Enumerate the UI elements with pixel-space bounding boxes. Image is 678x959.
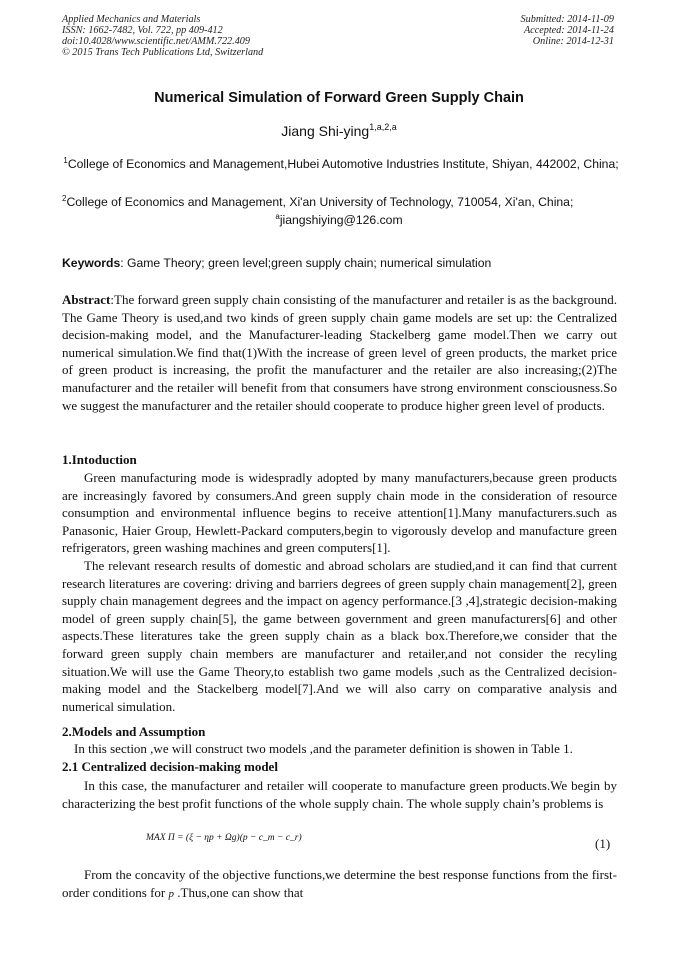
keywords-label: Keywords [62,256,121,270]
introduction-paragraph-2: The relevant research results of domestic and abroad scholars are studied,and it can find that current research literatures are covering: driving and barriers degrees of green supply chain management[2], green supply chain management degrees and the impact on agency performance.[3 ,4],strategic decision-making model of green supply chain[5], the game between government and green manufacturers[6] and other aspects.These literatures take the green supply chain as a black box.Therefore,we consider that the forward green supply chain members are manufacturer and retailer,and not consider the recyling situation.We will use the Game Theory,to establish two game models ,such as the Centralized decision-making model and the Stackelberg model[7].And we will also carry on comparative analysis and numerical simulation. [62,557,617,714]
abstract-text: :The forward green supply chain consisting of the manufacturer and retailer is as the background. The Game Theory is used,and two kinds of green supply chain game models are set up: the Centralized decision-making model, and the Manufacturer-leading Stackelberg game model.Then we carry out numerical simulation.We find that(1)With the increase of green level of green products, the market price of green product is increasing, the profit the manufacturer and the retailer are also increasing;(2)The manufacturer and the retailer will benefit from that consumers have strong environment consciousness.So we suggest the manufacturer and the retailer should cooperate to produce higher green level of products. [62,292,617,413]
models-heading: 2.Models and Assumption [62,724,206,739]
continuation-text-2: .Thus,one can show that [177,884,304,900]
affiliation-2-text: College of Economics and Management, Xi'an University of Technology, 710054, Xi'an, China; [66,195,574,209]
online-date: Online: 2014-12-31 [532,36,614,47]
affiliation-1 [62,152,620,173]
author-name: Jiang Shi-ying [281,123,370,139]
introduction-body [62,469,617,715]
issn-line: ISSN: 1662-7482, Vol. 722, pp 409-412 [62,25,223,36]
abstract-label: Abstract [62,292,111,307]
paper-title: Numerical Simulation of Forward Green Supply Chain [154,90,524,106]
equation-1: MAX Π = (ξ − ηp + Ωg)(p − c_m − c_r) [146,833,302,843]
abstract-paragraph [62,291,617,414]
section-2-1-body [62,777,617,812]
submitted-date: Submitted: 2014-11-09 [520,14,614,25]
copyright-line: © 2015 Trans Tech Publications Ltd, Switzerland [62,47,264,58]
affiliation-2 [62,190,620,211]
affiliation-1-marker: 1 [63,156,68,165]
models-paragraph: In this section ,we will construct two models ,and the parameter definition is showen in Table 1. [74,741,573,756]
continuation-text-1: From the concavity of the objective functions,we determine the best response functions from the first-order conditions for [62,867,617,900]
author-line [0,122,678,139]
author-email [0,212,678,227]
section-2-1-continuation [62,866,617,903]
email-text: jiangshiying@126.com [279,213,403,227]
author-superscript: 1,a,2,a [369,122,397,132]
accepted-date: Accepted: 2014-11-24 [523,25,614,36]
header-left [62,14,263,58]
affiliation-2-marker: 2 [62,194,67,203]
affiliation-1-text: College of Economics and Management,Hubei Automotive Industries Institute, Shiyan, 442002, China; [67,157,619,171]
journal-name: Applied Mechanics and Materials [62,14,201,25]
variable-p: p [168,887,175,900]
section-2-1-heading: 2.1 Centralized decision-making model [62,759,278,774]
introduction-paragraph-1: Green manufacturing mode is widespradly adopted by many manufacturers,because green products are increasingly favored by consumers.And green supply chain mode in the consideration of resource consumption and environmental influence begins to receive attention[1].Many manufacturers.such as Panasonic, Haier Group, Hewlett-Packard computers,begin to vigorously develop and manufacture green refrigerators, green washing machines and green computers[1]. [62,470,617,556]
equation-1-number: (1) [595,836,611,851]
section-2-1-paragraph: In this case, the manufacturer and retailer will cooperate to manufacture green products.We begin by characterizing the best profit functions of the whole supply chain. The whole supply chain’s problems is [62,778,617,811]
keywords-line [62,256,491,270]
header-right [521,14,614,47]
email-marker: a [275,212,280,221]
doi-line: doi:10.4028/www.scientific.net/AMM.722.409 [62,36,250,47]
keywords-text: : Game Theory; green level;green supply chain; numerical simulation [120,256,492,270]
introduction-heading: 1.Intoduction [62,452,137,467]
